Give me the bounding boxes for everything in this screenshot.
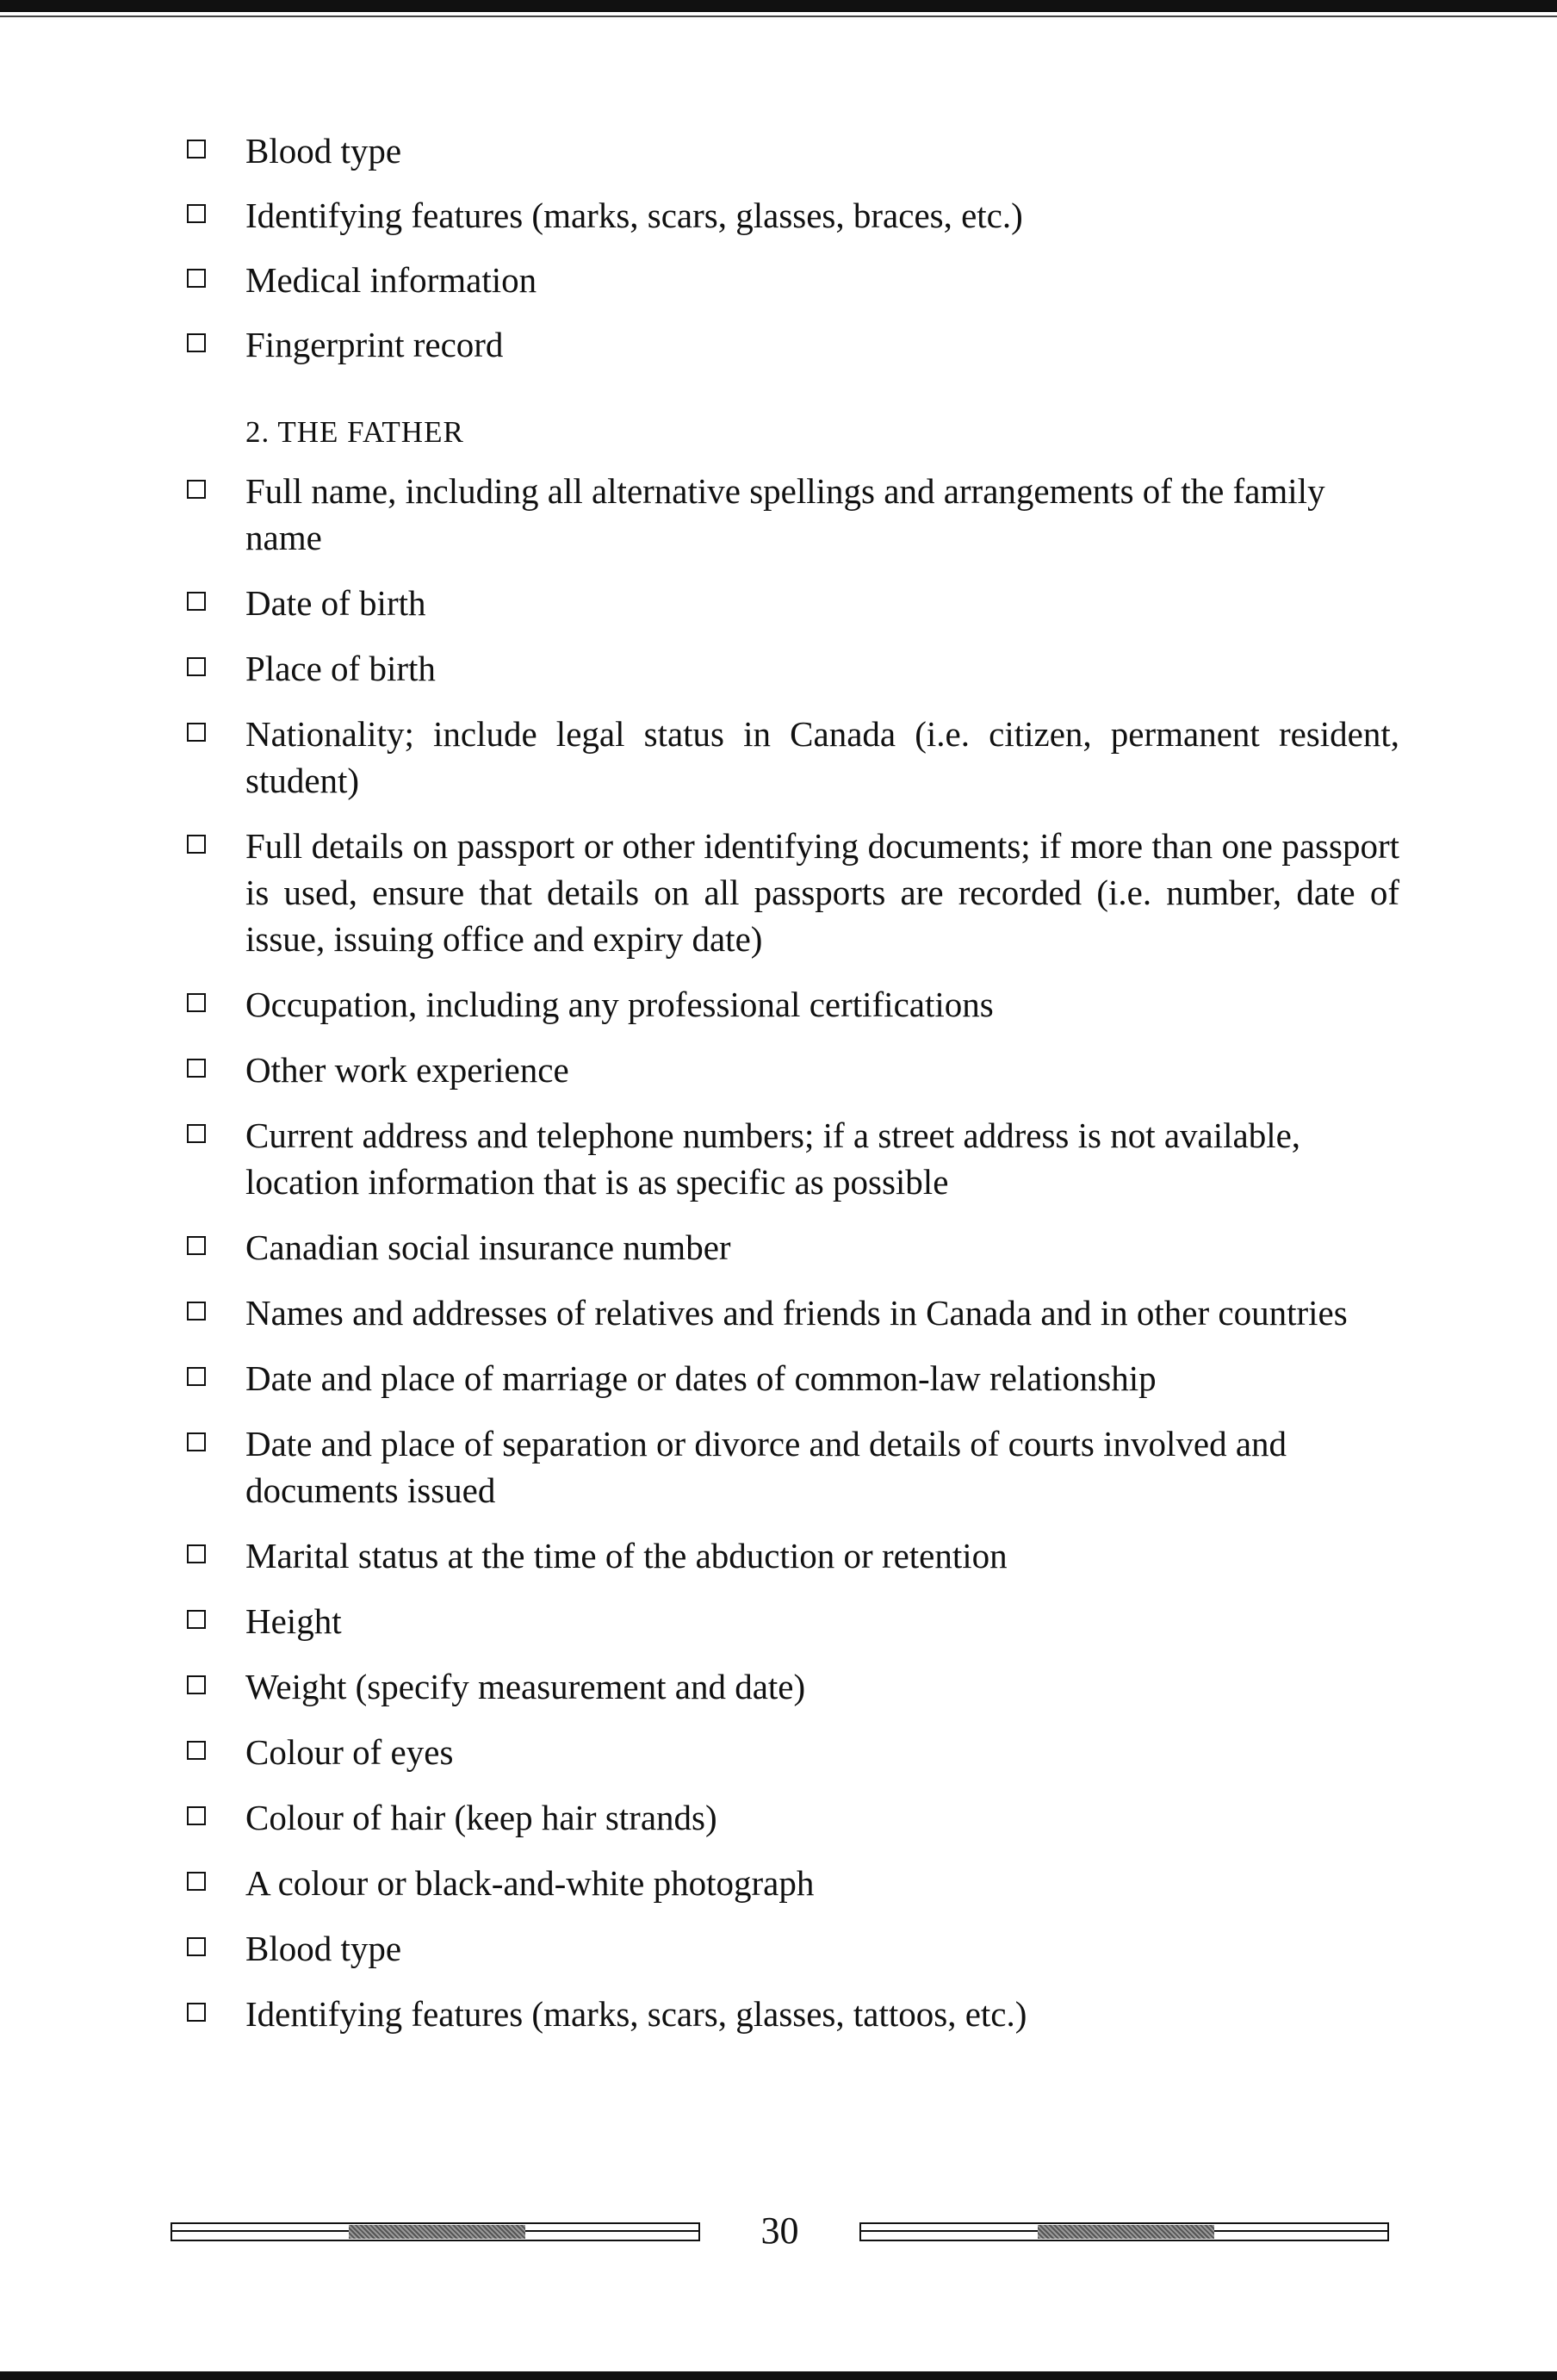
checkbox-icon[interactable] <box>187 723 206 742</box>
footer-ornament-right <box>859 2222 1389 2241</box>
page-number: 30 <box>760 2209 799 2252</box>
section-heading-father: 2. THE FATHER <box>245 415 464 449</box>
checklist-item[interactable] <box>177 257 1399 303</box>
checklist-item[interactable] <box>177 645 1399 692</box>
checkbox-icon[interactable] <box>187 1432 206 1451</box>
checklist-item[interactable] <box>177 1112 1399 1205</box>
top-border-rule <box>0 0 1557 12</box>
checklist-item-label: Place of birth <box>245 649 436 688</box>
checkbox-icon[interactable] <box>187 1124 206 1143</box>
checklist-item[interactable] <box>177 1794 1399 1841</box>
checklist-item-label: Full name, including all alternative spellings and arrangements of the family name <box>245 471 1325 557</box>
checkbox-icon[interactable] <box>187 140 206 158</box>
checklist-item[interactable] <box>177 981 1399 1028</box>
checkbox-icon[interactable] <box>187 1806 206 1825</box>
checklist-item[interactable] <box>177 1047 1399 1093</box>
checklist-item[interactable] <box>177 321 1399 368</box>
checklist-item-label: A colour or black-and-white photograph <box>245 1863 815 1903</box>
checklist-item-label: Colour of eyes <box>245 1732 454 1772</box>
checkbox-icon[interactable] <box>187 835 206 854</box>
checklist-item-label: Other work experience <box>245 1050 569 1090</box>
checkbox-icon[interactable] <box>187 1367 206 1386</box>
checklist-item-label: Marital status at the time of the abduction or retention <box>245 1536 1008 1575</box>
checkbox-icon[interactable] <box>187 1872 206 1891</box>
checklist-item[interactable] <box>177 580 1399 626</box>
checkbox-icon[interactable] <box>187 993 206 1012</box>
checkbox-icon[interactable] <box>187 1059 206 1078</box>
checklist-item[interactable] <box>177 1532 1399 1579</box>
checklist-item-label: Medical information <box>245 260 537 300</box>
checkbox-icon[interactable] <box>187 2003 206 2022</box>
footer-ornament-left <box>171 2222 700 2241</box>
checklist-item[interactable] <box>177 1860 1399 1906</box>
checklist-item-label: Date and place of marriage or dates of common-law relationship <box>245 1358 1157 1398</box>
checklist-item-label: Height <box>245 1601 342 1641</box>
checklist-item[interactable] <box>177 192 1399 239</box>
checkbox-icon[interactable] <box>187 333 206 352</box>
checklist-item-label: Occupation, including any professional certifications <box>245 985 994 1024</box>
footer-ornament-shade <box>1038 2225 1214 2239</box>
checklist-content <box>177 127 1399 2056</box>
checklist-item-label: Date and place of separation or divorce and details of courts involved and documents issued <box>245 1424 1287 1510</box>
checkbox-icon[interactable] <box>187 1675 206 1694</box>
checklist-item-label: Canadian social insurance number <box>245 1227 731 1267</box>
checklist-item-label: Identifying features (marks, scars, glasses, tattoos, etc.) <box>245 1994 1027 2034</box>
checkbox-icon[interactable] <box>187 204 206 223</box>
checkbox-icon[interactable] <box>187 1610 206 1629</box>
checkbox-icon[interactable] <box>187 592 206 611</box>
checklist-item-label: Current address and telephone numbers; if a street address is not available, location information that is as specific as possible <box>245 1115 1301 1202</box>
checkbox-icon[interactable] <box>187 657 206 676</box>
checklist-item[interactable] <box>177 1729 1399 1775</box>
checklist-item-label: Fingerprint record <box>245 325 504 364</box>
checkbox-icon[interactable] <box>187 1544 206 1563</box>
checklist-item[interactable] <box>177 711 1399 804</box>
checklist-item-label: Names and addresses of relatives and friends in Canada and in other countries <box>245 1293 1348 1333</box>
footer-ornament-shade <box>349 2225 525 2239</box>
checklist-item[interactable] <box>177 1925 1399 1972</box>
checkbox-icon[interactable] <box>187 1302 206 1320</box>
checklist-item[interactable] <box>177 1420 1399 1513</box>
checklist-item-label: Date of birth <box>245 583 426 623</box>
checkbox-icon[interactable] <box>187 480 206 499</box>
checkbox-icon[interactable] <box>187 269 206 288</box>
checklist-item[interactable] <box>177 127 1399 174</box>
checklist-item[interactable] <box>177 1224 1399 1271</box>
checklist-item[interactable] <box>177 1289 1399 1336</box>
checklist-item-label: Blood type <box>245 131 402 171</box>
page-footer <box>171 2209 1393 2253</box>
checklist-item-label: Full details on passport or other identifying documents; if more than one passport is used, ensure that details on all passports are recorded (i.e. number, date of issue, issuing office and expiry date) <box>245 826 1399 959</box>
top-border-thin-rule <box>0 16 1557 17</box>
checklist-item-label: Identifying features (marks, scars, glasses, braces, etc.) <box>245 196 1023 235</box>
checklist-item[interactable] <box>177 1663 1399 1710</box>
checklist-item-label: Blood type <box>245 1929 402 1968</box>
checklist-item-label: Weight (specify measurement and date) <box>245 1667 806 1706</box>
checkbox-icon[interactable] <box>187 1937 206 1956</box>
checklist-item[interactable] <box>177 468 1399 561</box>
checklist-item[interactable] <box>177 1598 1399 1644</box>
checklist-item[interactable] <box>177 823 1399 962</box>
checklist-item-label: Nationality; include legal status in Canada (i.e. citizen, permanent resident, student) <box>245 714 1399 800</box>
checkbox-icon[interactable] <box>187 1741 206 1760</box>
bottom-border-rule <box>0 2371 1557 2380</box>
checklist-item-label: Colour of hair (keep hair strands) <box>245 1798 717 1837</box>
checklist-item[interactable] <box>177 1991 1399 2037</box>
checkbox-icon[interactable] <box>187 1236 206 1255</box>
checklist-item[interactable] <box>177 1355 1399 1401</box>
